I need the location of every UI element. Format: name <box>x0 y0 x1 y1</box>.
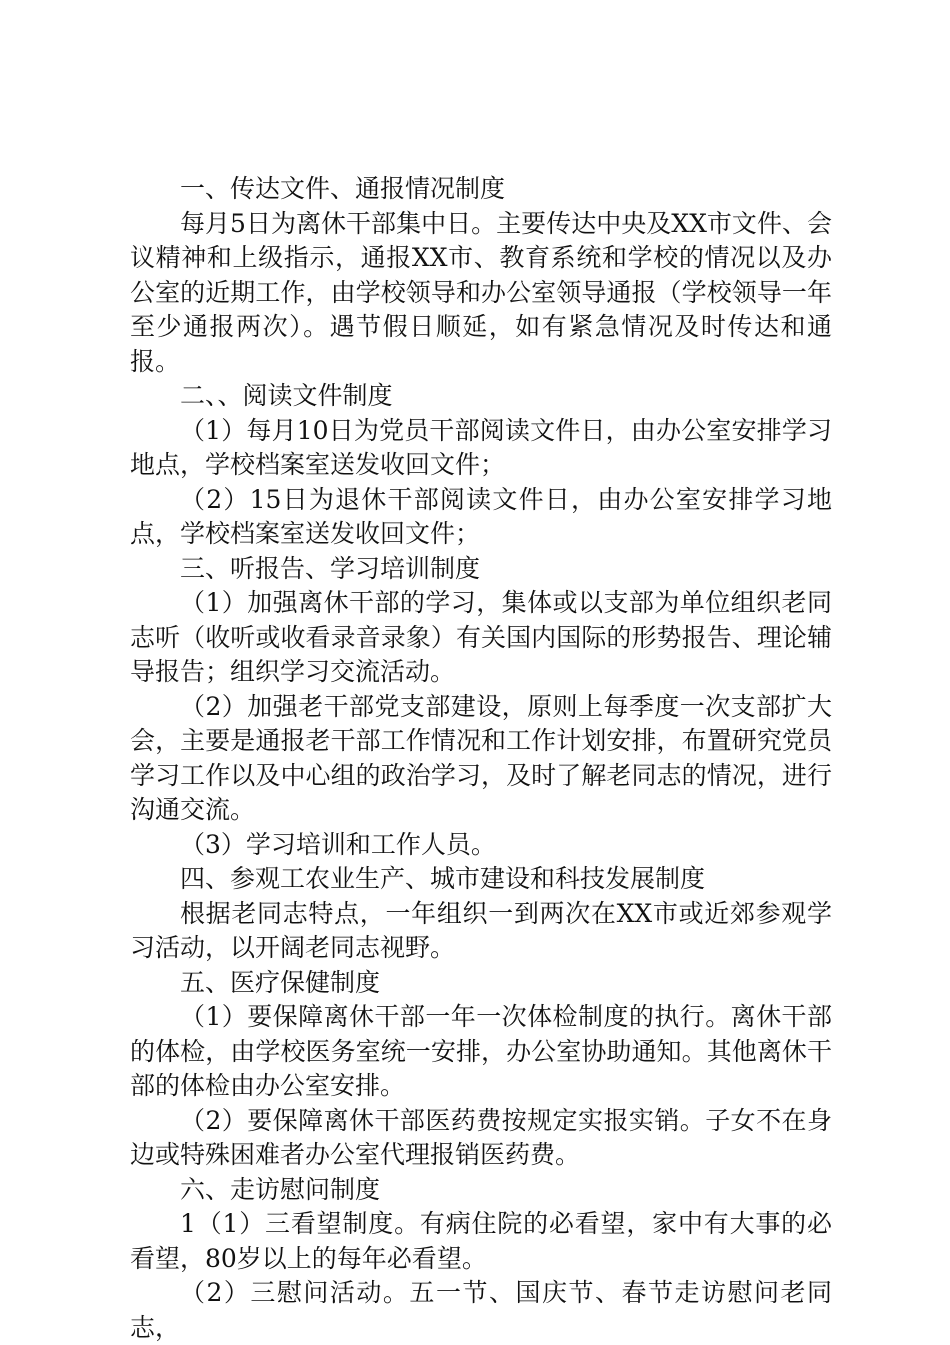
paragraph: （1）加强离休干部的学习，集体或以支部为单位组织老同志听（收听或收看录音录象）有关国内国际的形势报告、理论辅导报告；组织学习交流活动。 <box>130 588 832 686</box>
document-body <box>130 172 832 1345</box>
paragraph: （1）每月10日为党员干部阅读文件日，由办公室安排学习地点，学校档案室送发收回文件； <box>130 415 832 479</box>
section-heading-3: 三、听报告、学习培训制度 <box>180 553 481 583</box>
paragraph: （2）15日为退休干部阅读文件日，由办公室安排学习地点，学校档案室送发收回文件； <box>130 484 832 548</box>
paragraph: （2）三慰问活动。五一节、国庆节、春节走访慰问老同志， <box>130 1278 832 1342</box>
section-heading-1: 一、传达文件、通报情况制度 <box>180 174 506 203</box>
paragraph: 根据老同志特点，一年组织一到两次在XX市或近郊参观学习活动，以开阔老同志视野。 <box>130 898 832 962</box>
paragraph: 1（1）三看望制度。有病住院的必看望，家中有大事的必看望，80岁以上的每年必看望。 <box>130 1209 832 1273</box>
section-heading-4: 四、参观工农业生产、城市建设和科技发展制度 <box>180 864 706 893</box>
section-heading-6: 六、走访慰问制度 <box>180 1174 381 1204</box>
section-heading-2: 二、、阅读文件制度 <box>180 381 393 410</box>
paragraph: （1）要保障离休干部一年一次体检制度的执行。离休干部的体检，由学校医务室统一安排，办公室协助通知。其他离休干部的体检由办公室安排。 <box>130 1002 832 1100</box>
paragraph: （2）加强老干部党支部建设，原则上每季度一次支部扩大会，主要是通报老干部工作情况和工作计划安排，布置研究党员学习工作以及中心组的政治学习，及时了解老同志的情况，进行沟通交流。 <box>130 691 832 824</box>
paragraph: （2）要保障离休干部医药费按规定实报实销。子女不在身边或特殊困难者办公室代理报销医药费。 <box>130 1105 832 1169</box>
paragraph: （3）学习培训和工作人员。 <box>180 829 496 859</box>
section-heading-5: 五、医疗保健制度 <box>180 967 381 997</box>
paragraph: 每月5日为离休干部集中日。主要传达中央及XX市文件、会议精神和上级指示，通报XX市、教育系统和学校的情况以及办公室的近期工作，由学校领导和办公室领导通报（学校领导一年至少通报两次）。遇节假日顺延，如有紧急情况及时传达和通报。 <box>130 208 832 376</box>
